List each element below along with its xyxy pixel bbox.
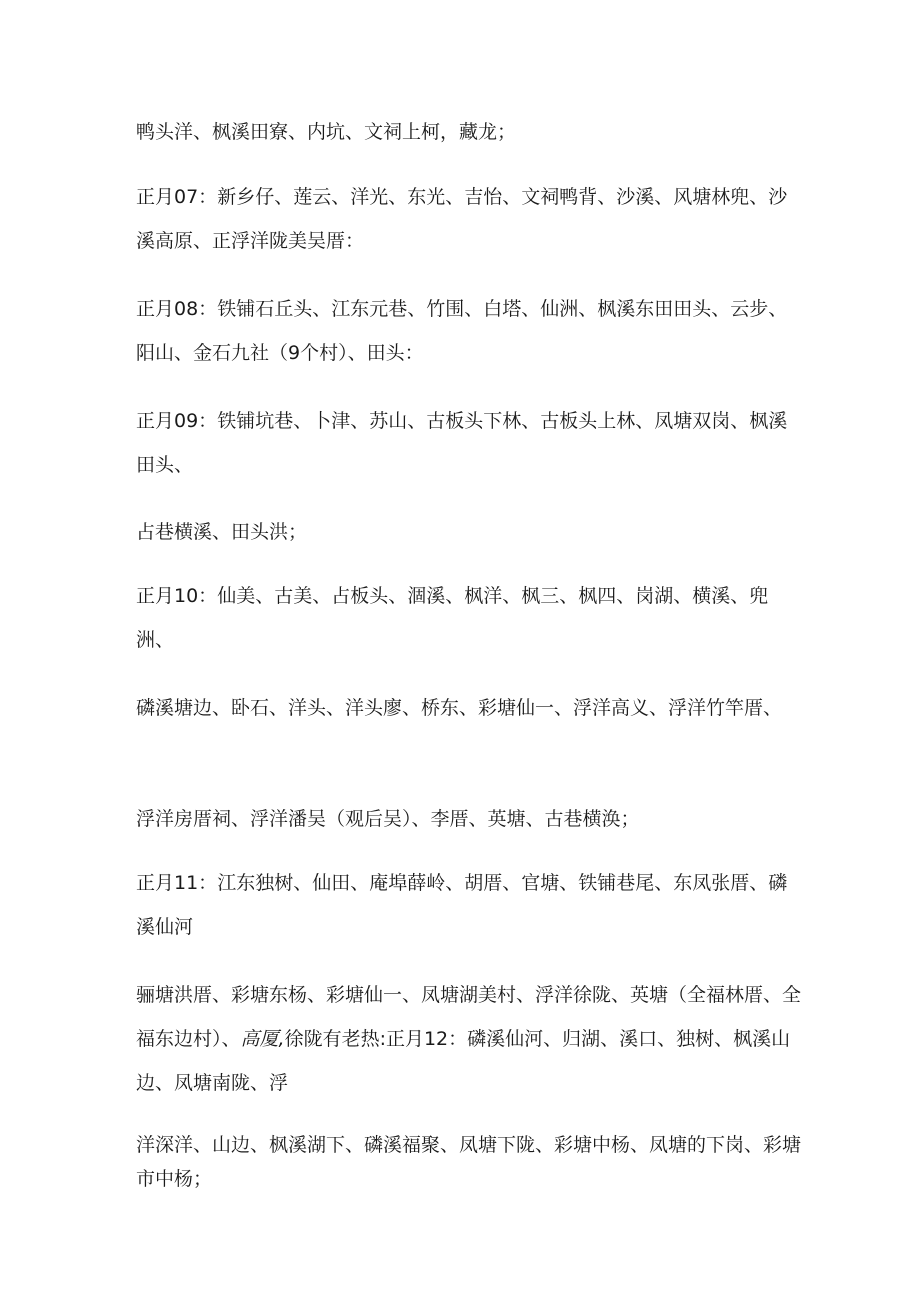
paragraph-text: 占巷横溪、田头洪； bbox=[136, 521, 308, 543]
paragraph-5 bbox=[136, 510, 806, 554]
paragraph-text: 鸭头洋、枫溪田寮、内坑、文祠上柯，藏龙； bbox=[136, 121, 517, 143]
paragraph-text: 仙美、古美、占板头、涸溪、枫洋、枫三、枫四、岗湖、横溪、兜洲、 bbox=[136, 585, 769, 651]
date-label: 正月07： bbox=[136, 186, 218, 208]
paragraph-text: 江东独树、仙田、庵埠薛岭、胡厝、官塘、铁铺巷尾、东凤张厝、磷溪仙河 bbox=[136, 872, 788, 938]
paragraph-text: 磷溪塘边、卧石、洋头、洋头廖、桥东、彩塘仙一、浮洋高义、浮洋竹竿厝、 bbox=[136, 697, 783, 719]
paragraph-4 bbox=[136, 399, 806, 487]
date-label: 正月09： bbox=[136, 410, 218, 432]
paragraph-text: 洋深洋、山边、枫溪湖下、磷溪福聚、凤塘下陇、彩塘中杨、凤塘的下岗、彩塘市中杨； bbox=[136, 1134, 802, 1190]
paragraph-7 bbox=[136, 686, 806, 730]
paragraph-text: 铁铺石丘头、江东元巷、竹围、白塔、仙洲、枫溪东田田头、云步、阳山、金石九社（9个村）、田头： bbox=[136, 298, 788, 364]
paragraph-3 bbox=[136, 287, 806, 375]
paragraph-11 bbox=[136, 1128, 806, 1196]
date-label: 正月08： bbox=[136, 298, 218, 320]
date-label: 正月11： bbox=[136, 872, 218, 894]
paragraph-text-continued: 徐陇有老热:正月12：磷溪仙河、归湖、溪口、独树、枫溪山边、凤塘南陇、浮 bbox=[136, 1028, 791, 1094]
paragraph-1 bbox=[136, 110, 806, 154]
paragraph-text: 铁铺坑巷、卜津、苏山、古板头下林、古板头上林、凤塘双岗、枫溪田头、 bbox=[136, 410, 788, 476]
italic-text: 高厦, bbox=[240, 1028, 285, 1050]
paragraph-2 bbox=[136, 175, 806, 263]
paragraph-6 bbox=[136, 574, 806, 662]
date-label: 正月10： bbox=[136, 585, 218, 607]
paragraph-9 bbox=[136, 861, 806, 949]
paragraph-text: 骊塘洪厝、彩塘东杨、彩塘仙一、凤塘湖美村、浮洋徐陇、英塘（全福林厝、全福东边村）、 bbox=[136, 984, 802, 1050]
paragraph-10 bbox=[136, 973, 806, 1105]
paragraph-8 bbox=[136, 797, 806, 841]
paragraph-text: 浮洋房厝祠、浮洋潘吴（观后吴）、李厝、英塘、古巷横涣； bbox=[136, 808, 640, 830]
paragraph-text: 新乡仔、莲云、洋光、东光、吉怡、文祠鸭背、沙溪、风塘林兜、沙溪高原、正浮洋陇美吴厝： bbox=[136, 186, 788, 252]
